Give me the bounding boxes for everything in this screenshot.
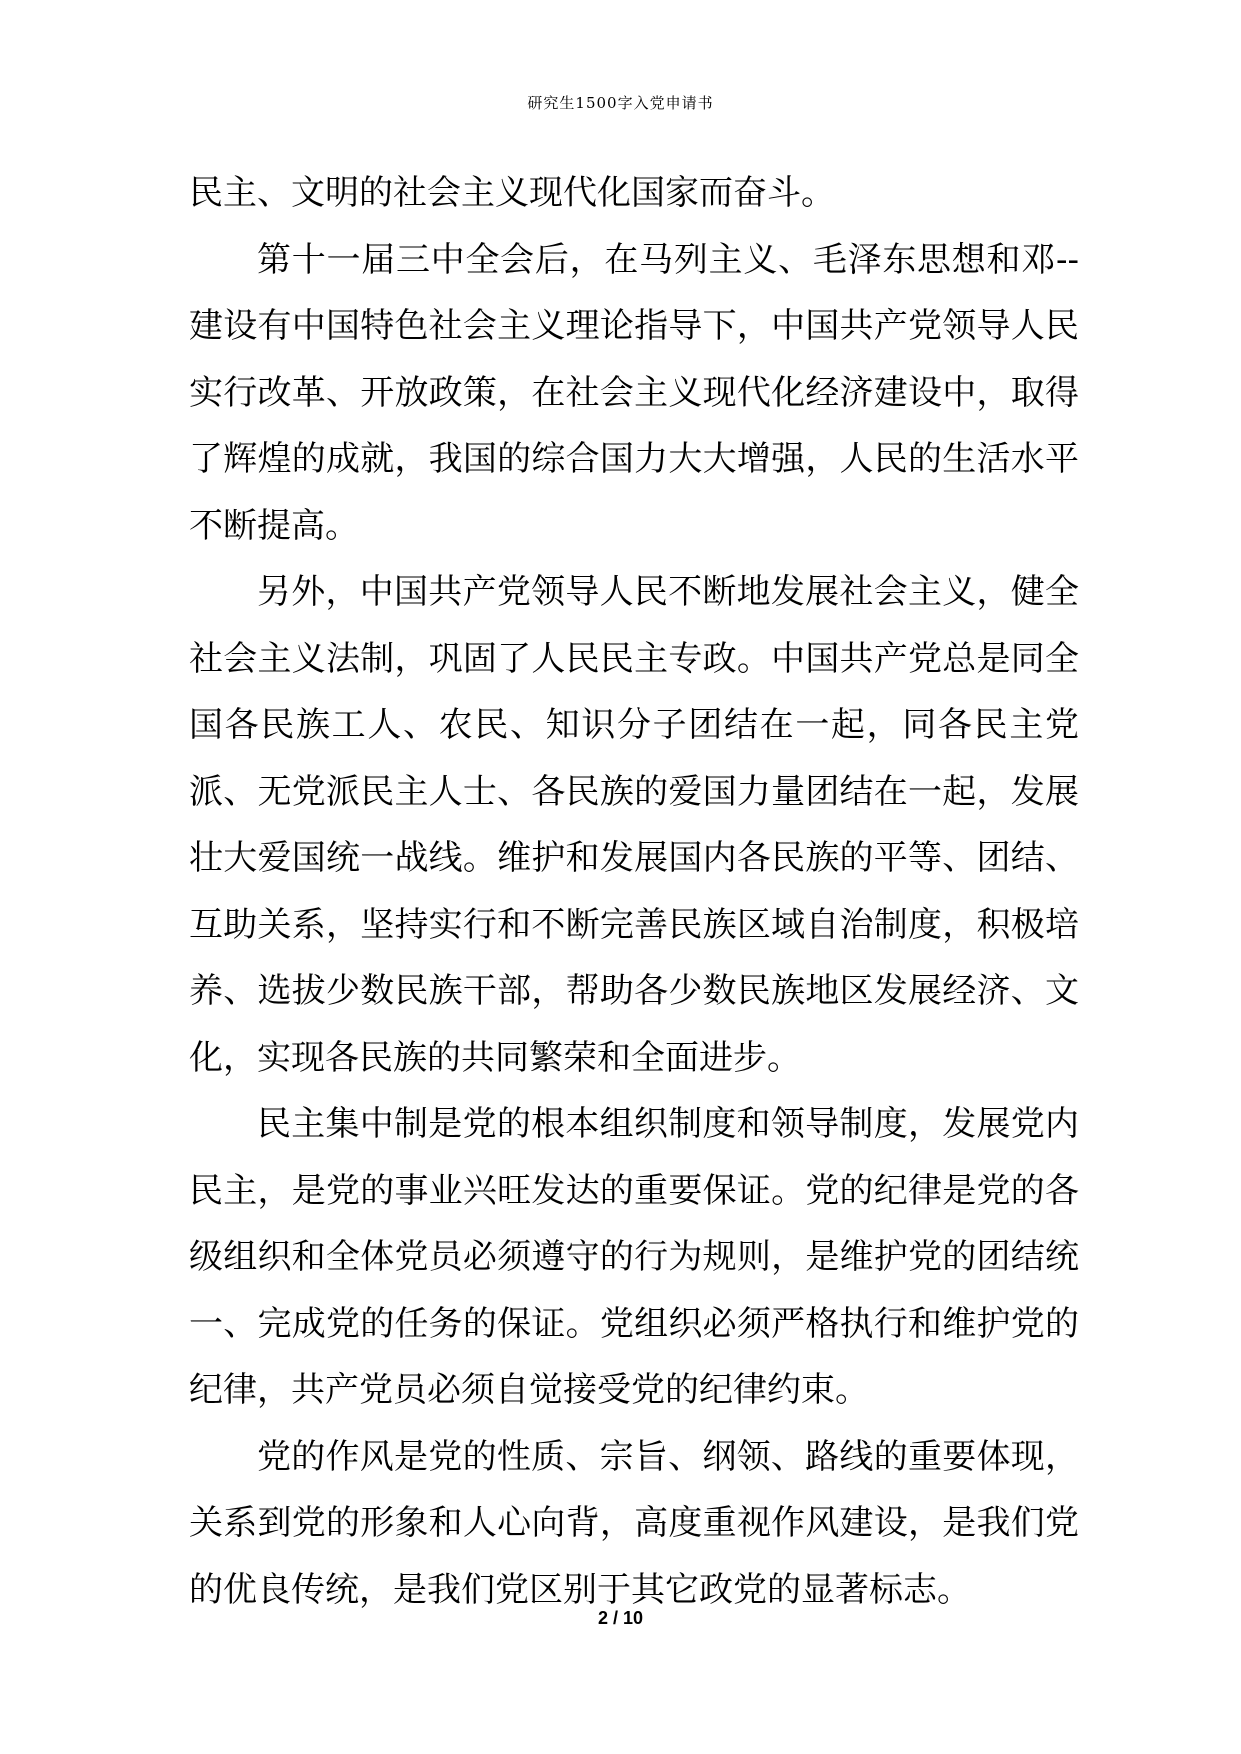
paragraph-5: 党的作风是党的性质、宗旨、纲领、路线的重要体现，关系到党的形象和人心向背，高度重视作风建设，是我们党的优良传统，是我们党区别于其它政党的显著标志。 — [189, 1436, 1079, 1610]
paragraph-3: 另外，中国共产党领导人民不断地发展社会主义，健全社会主义法制，巩固了人民民主专政。中国共产党总是同全国各民族工人、农民、知识分子团结在一起，同各民主党派、无党派民主人士、各民族的爱国力量团结在一起，发展壮大爱国统一战线。维护和发展国内各民族的平等、团结、互助关系，坚持实行和不断完善民族区域自治制度，积极培养、选拔少数民族干部，帮助各少数民族地区发展经济、文化，实现各民族的共同繁荣和全面进步。 — [189, 572, 1079, 1078]
paragraph-1: 民主、文明的社会主义现代化国家而奋斗。 — [189, 173, 835, 213]
document-body — [189, 160, 1079, 1623]
paragraph-4: 民主集中制是党的根本组织制度和领导制度，发展党内民主，是党的事业兴旺发达的重要保证。党的纪律是党的各级组织和全体党员必须遵守的行为规则，是维护党的团结统一、完成党的任务的保证。党组织必须严格执行和维护党的纪律，共产党员必须自觉接受党的纪律约束。 — [189, 1104, 1079, 1410]
page-header: 研究生1500字入党申请书 — [527, 94, 714, 112]
page-number: 2 / 10 — [597, 1608, 644, 1628]
paragraph-2: 第十一届三中全会后，在马列主义、毛泽东思想和邓--建设有中国特色社会主义理论指导下，中国共产党领导人民实行改革、开放政策，在社会主义现代化经济建设中，取得了辉煌的成就，我国的综合国力大大增强，人民的生活水平不断提高。 — [189, 239, 1079, 546]
